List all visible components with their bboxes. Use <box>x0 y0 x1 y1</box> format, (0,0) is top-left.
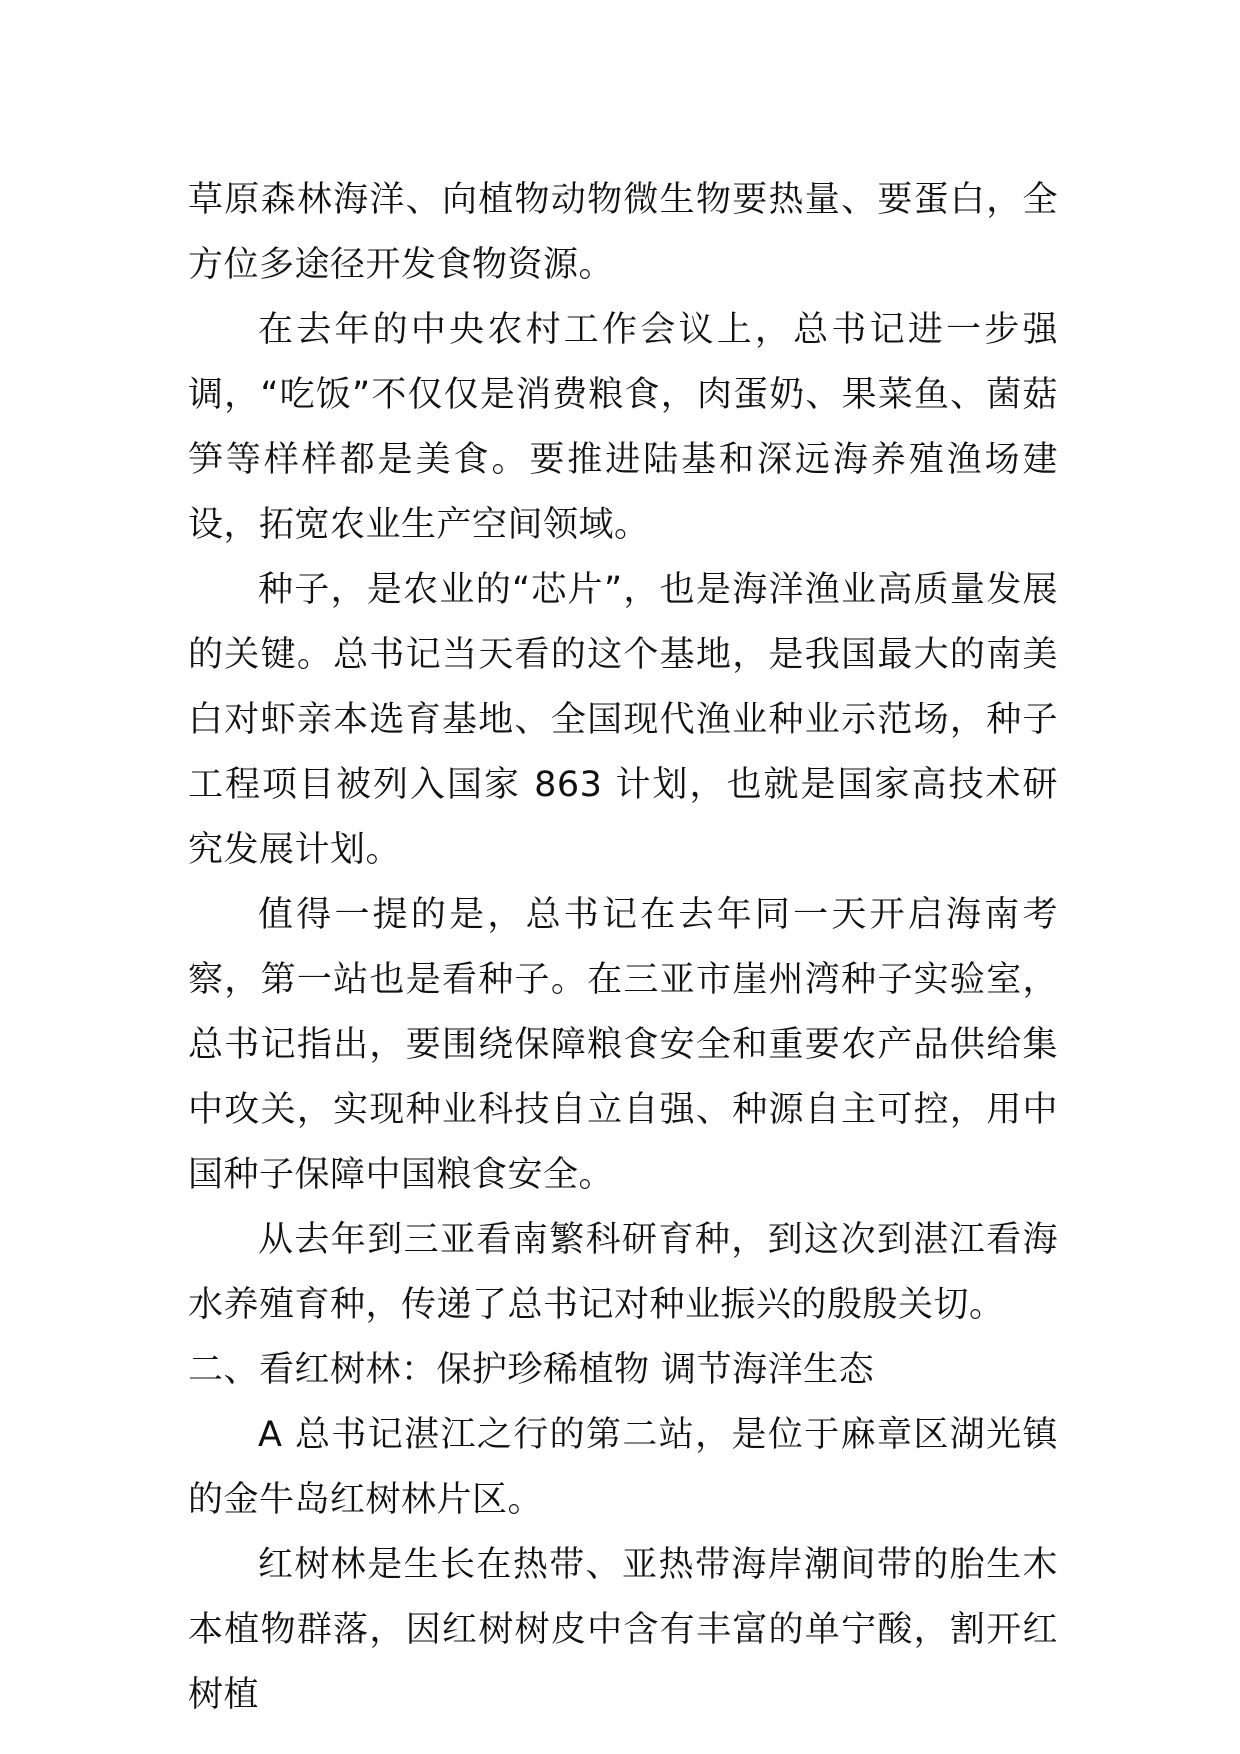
paragraph: 值得一提的是，总书记在去年同一天开启海南考察，第一站也是看种子。在三亚市崖州湾种子实验室，总书记指出，要围绕保障粮食安全和重要农产品供给集中攻关，实现种业科技自立自强、种源自主可控，用中国种子保障中国粮食安全。 <box>188 895 1058 1195</box>
paragraph: 红树林是生长在热带、亚热带海岸潮间带的胎生木本植物群落，因红树树皮中含有丰富的单宁酸，割开红树植 <box>188 1545 1058 1715</box>
document-body <box>188 168 1058 1728</box>
paragraph: 种子，是农业的“芯片”，也是海洋渔业高质量发展的关键。总书记当天看的这个基地，是我国最大的南美白对虾亲本选育基地、全国现代渔业种业示范场，种子工程项目被列入国家 863 计划，也就是国家高技术研究发展计划。 <box>188 570 1058 870</box>
paragraph: 在去年的中央农村工作会议上，总书记进一步强调，“吃饭”不仅仅是消费粮食，肉蛋奶、果菜鱼、菌菇笋等样样都是美食。要推进陆基和深远海养殖渔场建设，拓宽农业生产空间领域。 <box>188 310 1058 545</box>
paragraph: 从去年到三亚看南繁科研育种，到这次到湛江看海水养殖育种，传递了总书记对种业振兴的殷殷关切。 <box>188 1220 1058 1325</box>
section-heading: 二、看红树林：保护珍稀植物 调节海洋生态 <box>188 1350 875 1390</box>
paragraph: 草原森林海洋、向植物动物微生物要热量、要蛋白，全方位多途径开发食物资源。 <box>188 180 1058 285</box>
paragraph: A 总书记湛江之行的第二站，是位于麻章区湖光镇的金牛岛红树林片区。 <box>188 1415 1058 1520</box>
